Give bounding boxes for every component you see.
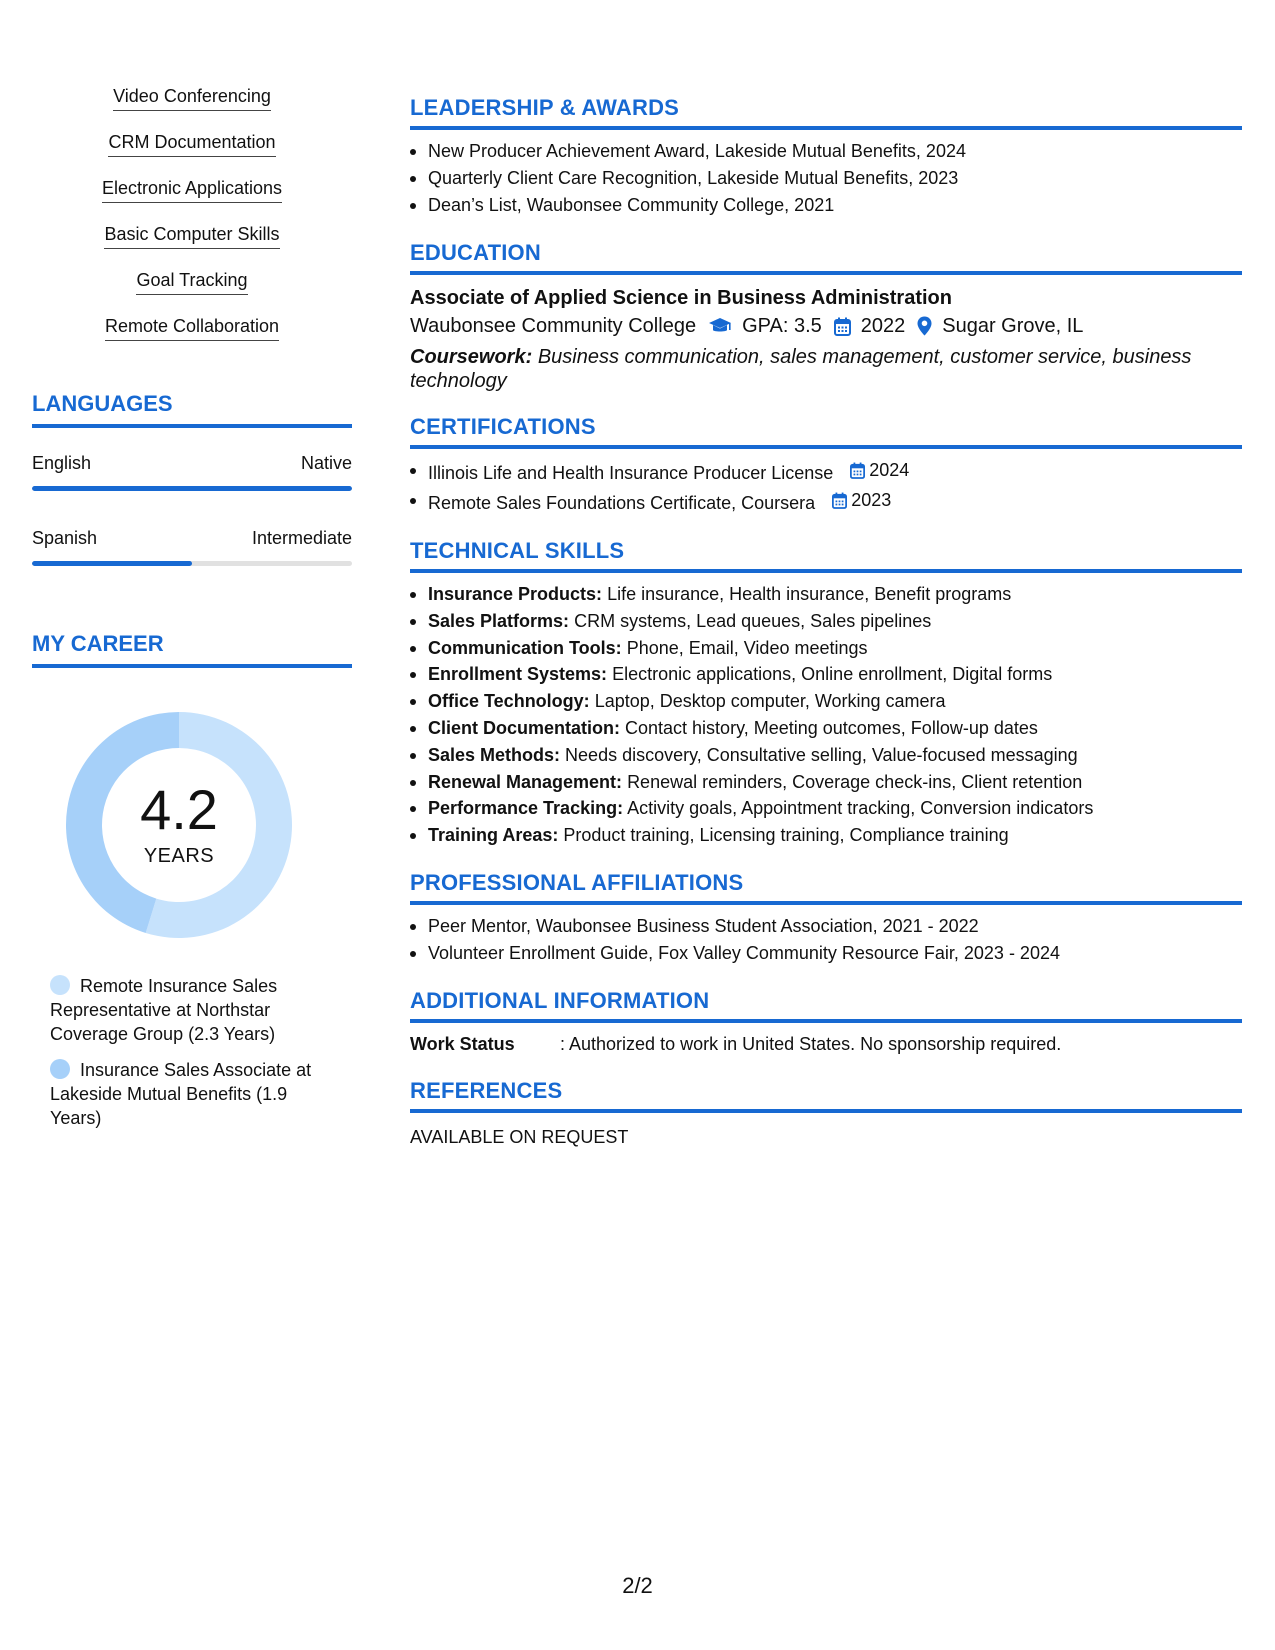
career-donut-chart	[66, 712, 292, 938]
list-item	[410, 795, 1242, 822]
list-item	[410, 457, 1242, 487]
skill-values: Electronic applications, Online enrollment, Digital forms	[612, 664, 1053, 685]
legend-dot-icon	[50, 1059, 70, 1079]
certification-year: 2023	[851, 490, 892, 510]
leadership-list	[410, 138, 1242, 219]
language-proficiency-bar	[32, 486, 352, 491]
skill-tag: Remote Collaboration	[105, 314, 279, 341]
list-item	[410, 822, 1242, 849]
language-name: English	[32, 453, 92, 473]
additional-info-section	[410, 987, 1242, 1057]
certifications-section	[410, 413, 1242, 517]
work-status-value: : Authorized to work in United States. No sponsorship required.	[560, 1033, 1062, 1054]
skill-tag: Electronic Applications	[102, 176, 282, 203]
affiliations-section	[410, 869, 1242, 967]
language-item	[32, 527, 352, 566]
coursework-text: Business communication, sales management, customer service, business technology	[410, 346, 1192, 392]
technical-skills-list	[410, 581, 1242, 849]
skill-category: Sales Platforms:	[428, 610, 570, 631]
career-heading: MY CAREER	[32, 630, 352, 668]
list-item: New Producer Achievement Award, Lakeside Mutual Benefits, 2024	[410, 138, 1242, 165]
coursework-label: Coursework:	[410, 346, 533, 368]
leadership-section	[410, 94, 1242, 219]
list-item: Volunteer Enrollment Guide, Fox Valley Community Resource Fair, 2023 - 2024	[410, 940, 1242, 967]
career-legend-item	[50, 974, 340, 1046]
list-item	[410, 742, 1242, 769]
list-item	[410, 715, 1242, 742]
skill-tag: Goal Tracking	[136, 268, 247, 295]
list-item	[410, 635, 1242, 662]
list-item	[410, 487, 1242, 517]
graduation-cap-icon	[708, 317, 732, 335]
list-item: Dean’s List, Waubonsee Community College, 2021	[410, 192, 1242, 219]
additional-info-heading: ADDITIONAL INFORMATION	[410, 987, 1242, 1023]
career-position-label: Remote Insurance Sales Representative at Northstar Coverage Group (2.3 Years)	[50, 976, 278, 1044]
list-item	[410, 661, 1242, 688]
location-pin-icon	[917, 316, 932, 336]
calendar-icon	[850, 462, 865, 479]
skill-category: Sales Methods:	[428, 744, 561, 765]
certification-name: Remote Sales Foundations Certificate, Coursera	[428, 493, 816, 513]
page-number: 2/2	[622, 1573, 653, 1598]
degree-title: Associate of Applied Science in Business Administration	[410, 287, 952, 309]
language-level: Intermediate	[251, 528, 352, 548]
skill-values: Needs discovery, Consultative selling, Value-focused messaging	[565, 744, 1078, 765]
skill-category: Renewal Management:	[428, 771, 623, 792]
list-item	[410, 769, 1242, 796]
career-legend	[50, 974, 340, 1130]
language-level: Native	[300, 453, 352, 473]
school-location: Sugar Grove, IL	[942, 315, 1084, 337]
education-heading: EDUCATION	[410, 239, 1242, 275]
languages-heading: LANGUAGES	[32, 390, 352, 428]
references-text: AVAILABLE ON REQUEST	[410, 1126, 629, 1147]
gpa-value: GPA: 3.5	[742, 315, 822, 337]
skill-category: Training Areas:	[428, 825, 559, 846]
skill-values: Life insurance, Health insurance, Benefit programs	[607, 584, 1012, 604]
certifications-heading: CERTIFICATIONS	[410, 413, 1242, 449]
skill-values: CRM systems, Lead queues, Sales pipelines	[574, 610, 932, 631]
language-item	[32, 452, 352, 491]
list-item	[410, 608, 1242, 635]
skill-category: Insurance Products:	[428, 584, 603, 604]
coursework	[410, 345, 1242, 393]
skill-tag: CRM Documentation	[108, 130, 275, 157]
calendar-icon	[834, 317, 851, 336]
skill-category: Office Technology:	[428, 691, 590, 712]
affiliations-list	[410, 913, 1242, 967]
skill-category: Enrollment Systems:	[428, 664, 608, 685]
work-status-row	[410, 1031, 1242, 1057]
career-position-label: Insurance Sales Associate at Lakeside Mutual Benefits (1.9 Years)	[50, 1060, 312, 1128]
skill-values: Activity goals, Appointment tracking, Conversion indicators	[627, 798, 1094, 819]
legend-dot-icon	[50, 975, 70, 995]
list-item: Peer Mentor, Waubonsee Business Student Association, 2021 - 2022	[410, 913, 1242, 940]
education-section	[410, 239, 1242, 393]
certification-name: Illinois Life and Health Insurance Producer License	[428, 463, 834, 483]
education-details	[410, 311, 1242, 341]
career-total-value: 4.2	[140, 778, 218, 841]
skill-tag: Video Conferencing	[113, 84, 271, 111]
skill-category: Performance Tracking:	[428, 798, 624, 819]
graduation-year: 2022	[860, 315, 906, 337]
language-proficiency-bar	[32, 561, 352, 566]
leadership-heading: LEADERSHIP & AWARDS	[410, 94, 1242, 130]
list-item	[410, 688, 1242, 715]
references-section	[410, 1077, 1242, 1149]
skill-values: Product training, Licensing training, Compliance training	[563, 825, 1009, 846]
skill-category: Communication Tools:	[428, 637, 622, 658]
school-name: Waubonsee Community College	[410, 315, 697, 337]
career-legend-item	[50, 1058, 340, 1130]
list-item: Quarterly Client Care Recognition, Lakeside Mutual Benefits, 2023	[410, 165, 1242, 192]
right-column	[410, 94, 1242, 1169]
language-name: Spanish	[32, 528, 98, 548]
career-total-unit: YEARS	[143, 845, 215, 867]
skill-category: Client Documentation:	[428, 717, 620, 738]
affiliations-heading: PROFESSIONAL AFFILIATIONS	[410, 869, 1242, 905]
skills-list	[32, 84, 352, 360]
references-heading: REFERENCES	[410, 1077, 1242, 1113]
work-status-label: Work Status	[410, 1033, 515, 1054]
certification-year: 2024	[869, 460, 910, 480]
technical-skills-section	[410, 537, 1242, 849]
skill-values: Phone, Email, Video meetings	[626, 637, 868, 658]
skill-tag: Basic Computer Skills	[104, 222, 279, 249]
calendar-icon	[832, 492, 847, 509]
language-proficiency-fill	[32, 486, 352, 491]
language-proficiency-fill	[32, 561, 192, 566]
certifications-list	[410, 457, 1242, 517]
skill-values: Laptop, Desktop computer, Working camera	[594, 691, 946, 712]
technical-skills-heading: TECHNICAL SKILLS	[410, 537, 1242, 573]
list-item	[410, 581, 1242, 608]
left-column	[32, 84, 352, 1142]
skill-values: Contact history, Meeting outcomes, Follow-up dates	[625, 717, 1038, 738]
skill-values: Renewal reminders, Coverage check-ins, Client retention	[627, 771, 1083, 792]
